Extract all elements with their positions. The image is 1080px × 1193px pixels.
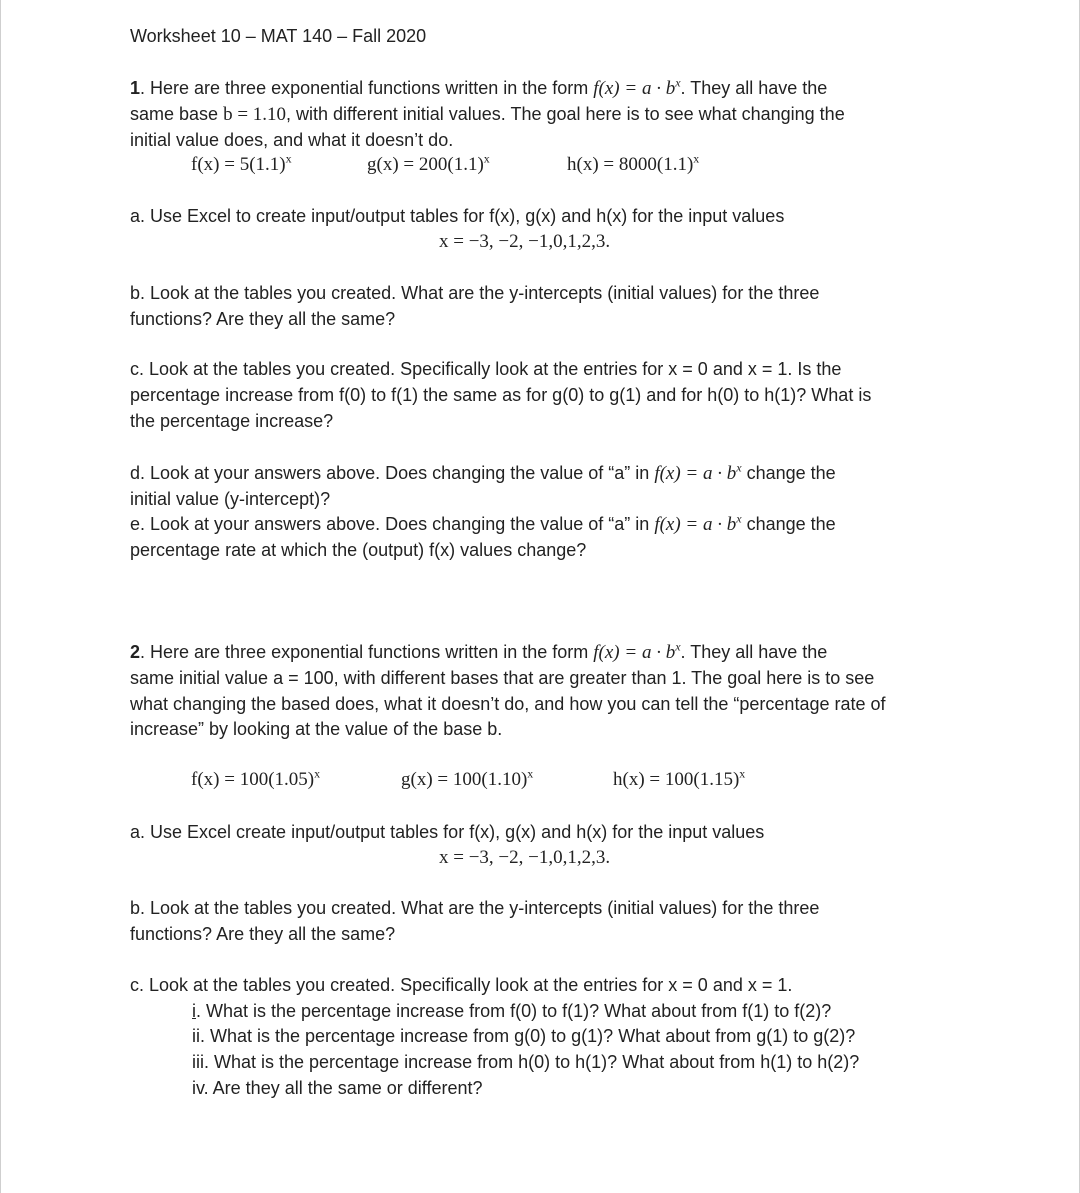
q2-number: 2 [130, 642, 141, 662]
page-title: Worksheet 10 – MAT 140 – Fall 2020 [130, 26, 427, 46]
q1-input-values: x = −3, −2, −1,0,1,2,3. [439, 231, 611, 252]
q1-part-c-line1: c. Look at the tables you created. Specifically look at the entries for x = 0 and x = 1. Is the [130, 359, 842, 379]
q2-part-b-line1: b. Look at the tables you created. What are the y-intercepts (initial values) for the three [130, 898, 820, 918]
q2-part-c-i-marker: i [192, 1001, 196, 1021]
q2-part-a: a. Use Excel create input/output tables for f(x), g(x) and h(x) for the input values [130, 822, 765, 842]
q1-part-e-line2: percentage rate at which the (output) f(x) values change? [130, 540, 587, 560]
q2-intro-line2: same initial value a = 100, with different bases that are greater than 1. The goal here is to see [130, 668, 875, 688]
q1-function-h: $h(x) = 8000(1.1)^x$ [567, 151, 700, 175]
q2-function-g: $g(x) = 100(1.10)^x$ [401, 766, 534, 790]
q2-part-c-ii: ii. What is the percentage increase from g(0) to g(1)? What about from g(1) to g(2)? [192, 1026, 856, 1046]
q1-part-a: a. Use Excel to create input/output tables for f(x), g(x) and h(x) for the input values [130, 206, 785, 226]
q1-part-c-line2: percentage increase from f(0) to f(1) the same as for g(0) to g(1) and for h(0) to h(1)? What is [130, 385, 872, 405]
q1-base-value: b = 1.10 [223, 104, 287, 125]
q1-function-g: $g(x) = 200(1.1)^x$ [367, 151, 490, 175]
q2-function-f: $f(x) = 100(1.05)^x$ [191, 766, 321, 790]
q2-function-h: $h(x) = 100(1.15)^x$ [613, 766, 746, 790]
q1-intro-line3: initial value does, and what it doesn’t do. [130, 130, 454, 150]
q1-part-d-line1: d. Look at your answers above. Does changing the value of “a” in $f(x) = a \cdot b^x$ change the [130, 460, 836, 484]
q1-intro-line2: same base b = 1.10, with different initial values. The goal here is to see what changing the [130, 104, 845, 125]
q1-part-b-line2: functions? Are they all the same? [130, 309, 396, 329]
q1-function-f: $f(x) = 5(1.1)^x$ [191, 151, 292, 175]
q2-part-c-line1: c. Look at the tables you created. Specifically look at the entries for x = 0 and x = 1. [130, 975, 793, 995]
q2-part-c-i: i. What is the percentage increase from f(0) to f(1)? What about from f(1) to f(2)? [192, 1001, 832, 1021]
q1-part-e-line1: e. Look at your answers above. Does changing the value of “a” in $f(x) = a \cdot b^x$ change the [130, 511, 836, 535]
general-form-equation: $f(x) = a \cdot b^x$ [593, 75, 681, 99]
q2-intro-line3: what changing the based does, what it doesn’t do, and how you can tell the “percentage rate of [130, 694, 886, 714]
q2-input-values: x = −3, −2, −1,0,1,2,3. [439, 847, 611, 868]
q2-intro-line4: increase” by looking at the value of the base b. [130, 719, 503, 739]
general-form-equation: $f(x) = a \cdot b^x$ [654, 511, 742, 535]
general-form-equation: $f(x) = a \cdot b^x$ [593, 639, 681, 663]
q1-part-c-line3: the percentage increase? [130, 411, 334, 431]
q1-number: 1 [130, 78, 141, 98]
general-form-equation: $f(x) = a \cdot b^x$ [654, 460, 742, 484]
q2-part-c-iv: iv. Are they all the same or different? [192, 1078, 483, 1098]
q2-intro-line1: 2. Here are three exponential functions written in the form $f(x) = a \cdot b^x$. They all have the [130, 639, 828, 663]
q1-intro-line1: 1. Here are three exponential functions written in the form $f(x) = a \cdot b^x$. They all have the [130, 75, 828, 99]
q1-part-b-line1: b. Look at the tables you created. What are the y-intercepts (initial values) for the three [130, 283, 820, 303]
q2-part-c-iii: iii. What is the percentage increase from h(0) to h(1)? What about from h(1) to h(2)? [192, 1052, 860, 1072]
q1-part-d-line2: initial value (y-intercept)? [130, 489, 331, 509]
q2-part-b-line2: functions? Are they all the same? [130, 924, 396, 944]
